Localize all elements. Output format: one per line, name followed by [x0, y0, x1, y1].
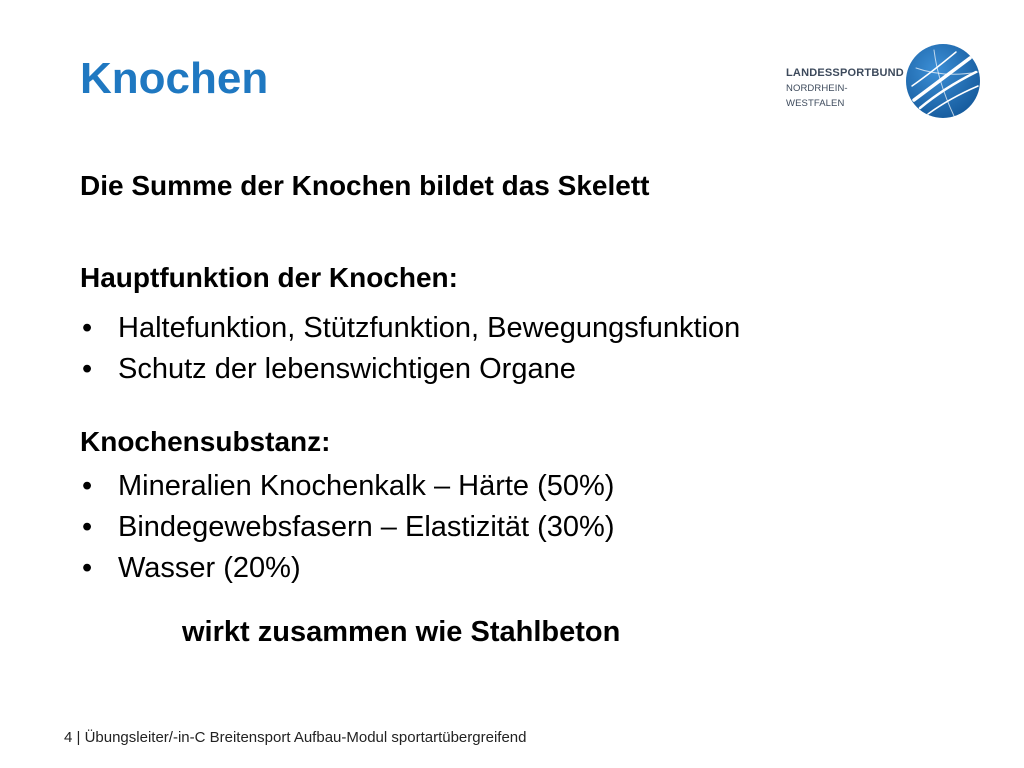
logo-line-2: NORDRHEIN-WESTFALEN: [786, 83, 848, 109]
bullet-text: Bindegewebsfasern – Elastizität (30%): [118, 511, 615, 543]
bullet-icon: •: [82, 312, 93, 344]
logo-wordmark: [786, 66, 904, 111]
bullet-icon: •: [82, 511, 93, 543]
bullet-list-hauptfunktion: [80, 308, 740, 390]
slide-subtitle: Die Summe der Knochen bildet das Skelett: [80, 170, 650, 201]
list-item: [80, 466, 614, 507]
section-heading-knochensubstanz: Knochensubstanz:: [80, 426, 331, 457]
section-heading-hauptfunktion: Hauptfunktion der Knochen:: [80, 262, 458, 293]
bullet-icon: •: [82, 552, 93, 584]
bullet-text: Wasser (20%): [118, 552, 301, 584]
bullet-text: Haltefunktion, Stützfunktion, Bewegungsfunktion: [118, 312, 741, 344]
list-item: [80, 308, 740, 349]
bullet-list-knochensubstanz: [80, 466, 614, 589]
bullet-text: Mineralien Knochenkalk – Härte (50%): [118, 470, 615, 502]
logo-line-1: LANDESSPORTBUND: [786, 67, 904, 79]
list-item: [80, 548, 614, 589]
footer-text: 4 | Übungsleiter/-in-C Breitensport Aufbau-Modul sportartübergreifend: [64, 729, 527, 746]
bullet-icon: •: [82, 353, 93, 385]
bullet-icon: •: [82, 470, 93, 502]
landessportbund-logo: [786, 42, 986, 122]
slide-title: Knochen: [80, 54, 269, 103]
conclusion-text: wirkt zusammen wie Stahlbeton: [182, 616, 621, 648]
landessportbund-globe-icon: [904, 42, 982, 120]
list-item: [80, 507, 614, 548]
list-item: [80, 349, 740, 390]
bullet-text: Schutz der lebenswichtigen Organe: [118, 353, 576, 385]
